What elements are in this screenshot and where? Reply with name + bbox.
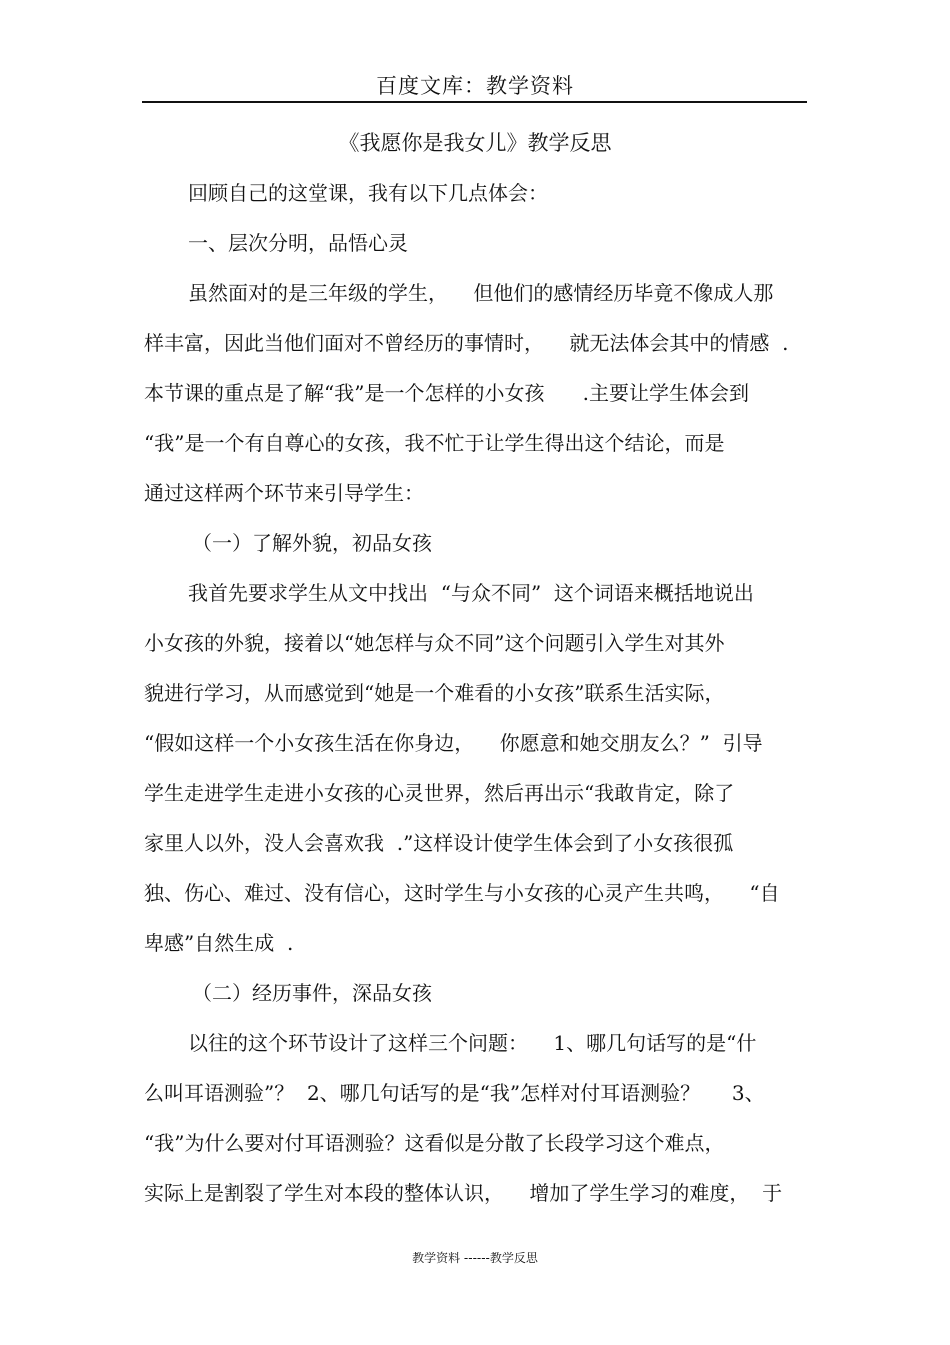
paragraph-line: 虽然面对的是三年级的学生， 但他们的感情经历毕竟不像成人那 [188,281,774,305]
header-rule [142,101,807,103]
paragraph-line: 么叫耳语测验”？ 2、哪几句话写的是“我”怎样对付耳语测验？ 3、 [144,1081,765,1105]
paragraph-line: “我”是一个有自尊心的女孩，我不忙于让学生得出这个结论，而是 [144,431,725,455]
subsection-heading: （二）经历事件，深品女孩 [192,981,432,1005]
paragraph-line: “假如这样一个小女孩生活在你身边， 你愿意和她交朋友么？” 引导 [144,731,763,755]
paragraph-line: 通过这样两个环节来引导学生： [144,481,424,505]
paragraph-line: 卑感”自然生成 . [144,931,294,955]
paragraph-line: 回顾自己的这堂课，我有以下几点体会： [188,181,548,205]
paragraph-line: 小女孩的外貌，接着以“她怎样与众不同”这个问题引入学生对其外 [144,631,725,655]
paragraph-line: 貌进行学习，从而感觉到“她是一个难看的小女孩”联系生活实际， [144,681,725,705]
document-body [144,168,808,1218]
page-header: 百度文库：教学资料 [376,74,574,98]
paragraph-line: 实际上是割裂了学生对本段的整体认识， 增加了学生学习的难度， 于 [144,1181,783,1205]
section-heading: 一、层次分明，品悟心灵 [188,231,408,255]
page-footer: 教学资料 ------教学反思 [412,1251,538,1265]
paragraph-line: 样丰富，因此当他们面对不曾经历的事情时， 就无法体会其中的情感 . [144,331,789,355]
paragraph-line: 学生走进学生走进小女孩的心灵世界，然后再出示“我敢肯定，除了 [144,781,735,805]
subsection-heading: （一）了解外貌，初品女孩 [192,531,432,555]
paragraph-line: 以往的这个环节设计了这样三个问题： 1、哪几句话写的是“什 [188,1031,757,1055]
paragraph-line: 我首先要求学生从文中找出 “与众不同” 这个词语来概括地说出 [188,581,754,605]
paragraph-line: “我”为什么要对付耳语测验？这看似是分散了长段学习这个难点， [144,1131,725,1155]
paragraph-line: 独、伤心、难过、没有信心，这时学生与小女孩的心灵产生共鸣， “自 [144,881,780,905]
paragraph-line: 本节课的重点是了解“我”是一个怎样的小女孩 .主要让学生体会到 [144,381,749,405]
paragraph-line: 家里人以外，没人会喜欢我 .”这样设计使学生体会到了小女孩很孤 [144,831,734,855]
document-title: 《我愿你是我女儿》教学反思 [338,131,612,155]
